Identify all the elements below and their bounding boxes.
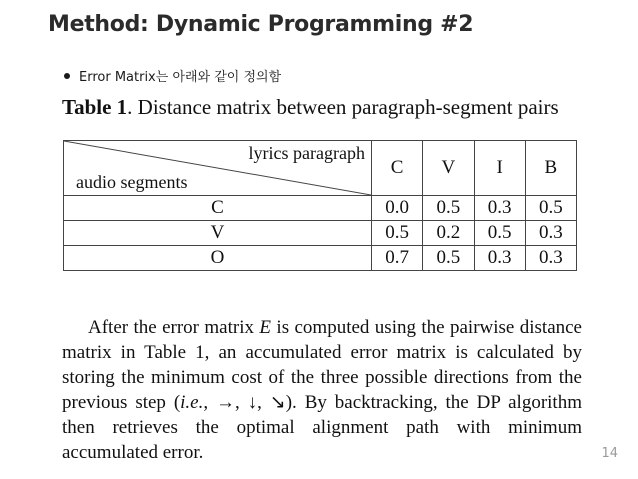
row-label: C — [64, 196, 372, 221]
header-lyrics-paragraph: lyrics paragraph — [248, 143, 365, 163]
column-header: V — [423, 141, 474, 196]
table-cell: 0.3 — [474, 246, 525, 271]
ie-abbreviation: i.e. — [180, 392, 204, 413]
table-row — [64, 221, 577, 246]
column-header: C — [372, 141, 423, 196]
table-cell: 0.5 — [525, 196, 576, 221]
table-cell: 0.3 — [474, 196, 525, 221]
table-cell: 0.0 — [372, 196, 423, 221]
table-row — [64, 196, 577, 221]
table-caption — [62, 95, 559, 120]
paragraph-text: After the error matrix — [88, 317, 260, 338]
body-paragraph — [62, 315, 582, 465]
table-cell: 0.5 — [423, 196, 474, 221]
table-cell: 0.5 — [423, 246, 474, 271]
distance-matrix-table — [63, 140, 577, 271]
table-corner-header — [64, 141, 372, 196]
table-caption-label: Table 1 — [62, 95, 128, 119]
table-header-row — [64, 141, 577, 196]
table-cell: 0.2 — [423, 221, 474, 246]
page-number: 14 — [601, 446, 618, 461]
header-audio-segments: audio segments — [76, 172, 188, 192]
row-label: V — [64, 221, 372, 246]
column-header: I — [474, 141, 525, 196]
table-cell: 0.5 — [372, 221, 423, 246]
paragraph-text: , →, ↓, ↘). By backtracking, the DP algorithm then retrieves the optimal alignment path with minimum accumulated error. — [62, 392, 582, 463]
bullet-text: Error Matrix는 아래와 같이 정의함 — [79, 70, 282, 85]
table-cell: 0.5 — [474, 221, 525, 246]
variable-e: E — [259, 317, 272, 338]
table-row — [64, 246, 577, 271]
bullet-dot-icon — [64, 73, 70, 79]
table-cell: 0.7 — [372, 246, 423, 271]
table-caption-text: . Distance matrix between paragraph-segment pairs — [127, 95, 559, 119]
paragraph-text: is computed using the pairwise distance matrix in Table 1, an accumulated error matrix is calculated by storing the minimum cost of the three possible directions from the previous step ( — [62, 317, 582, 413]
table-cell: 0.3 — [525, 246, 576, 271]
slide-title: Method: Dynamic Programming #2 — [48, 12, 474, 37]
column-header: B — [525, 141, 576, 196]
bullet-item — [64, 66, 281, 85]
table-cell: 0.3 — [525, 221, 576, 246]
row-label: O — [64, 246, 372, 271]
